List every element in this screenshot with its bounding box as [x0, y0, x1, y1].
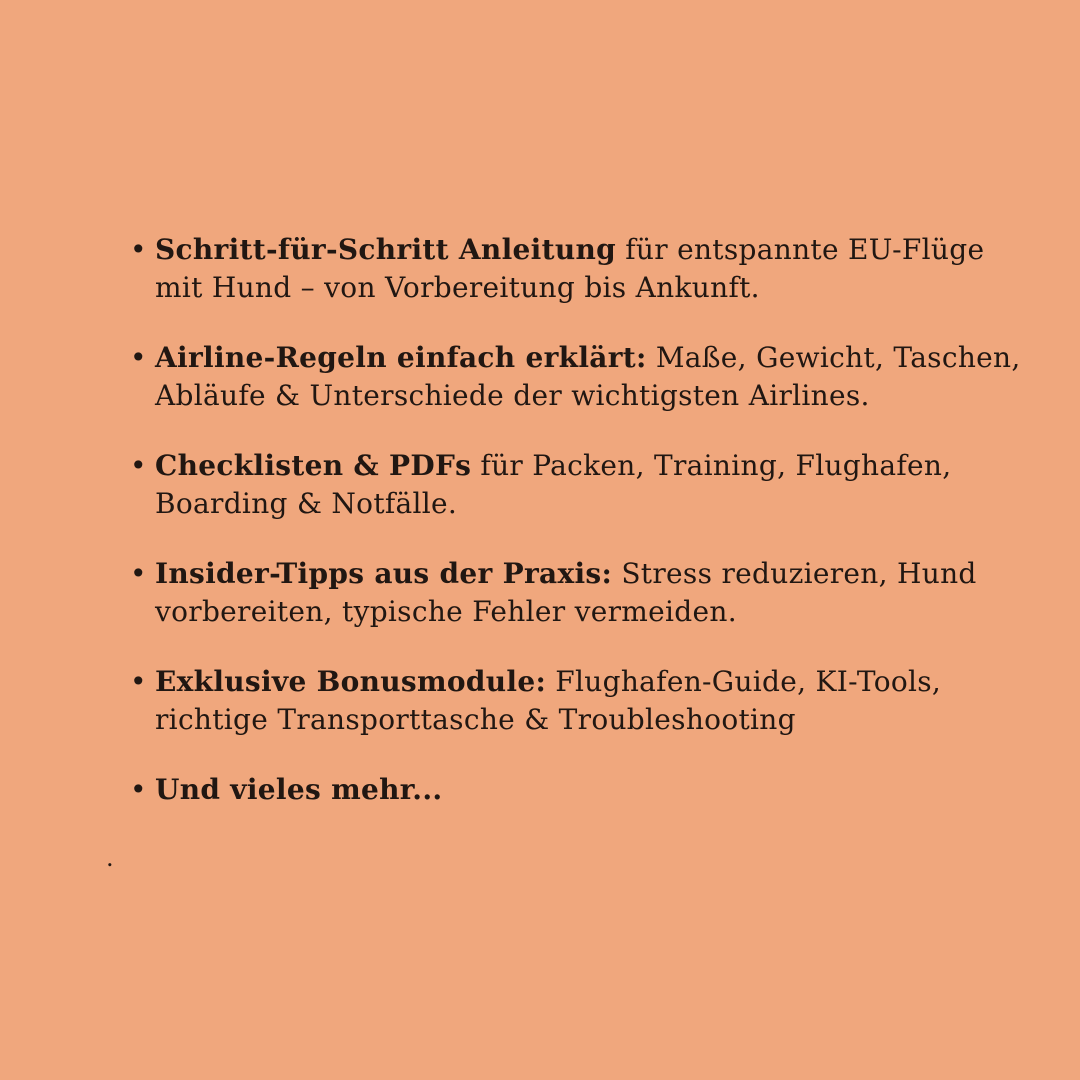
list-item-bold-lead: Checklisten & PDFs: [155, 449, 472, 482]
bullet-icon: •: [130, 557, 147, 590]
list-item-text: [155, 339, 1022, 415]
list-item-body: Maße, Gewicht, Taschen, Abläufe & Unterschiede der wichtigsten Airlines.: [155, 341, 1021, 412]
bullet-icon: •: [130, 773, 147, 806]
list-item-text: [155, 447, 1022, 523]
bullet-icon: •: [130, 233, 147, 266]
bullet-icon: •: [130, 665, 147, 698]
list-item-bold-lead: Airline-Regeln einfach erklärt:: [155, 341, 647, 374]
list-item-body: für entspannte EU-Flüge mit Hund – von Vorbereitung bis Ankunft.: [155, 233, 985, 304]
list-item: [130, 231, 1022, 307]
list-item-text: [155, 231, 1022, 307]
list-item-text: [155, 555, 1022, 631]
list-item: [130, 555, 1022, 631]
list-item-bold-lead: Und vieles mehr...: [155, 773, 443, 806]
list-item: [130, 447, 1022, 523]
bullet-icon: •: [130, 449, 147, 482]
stray-period: .: [106, 844, 114, 872]
list-item-body: Flughafen-Guide, KI-Tools, richtige Transporttasche & Troubleshooting: [155, 665, 942, 736]
list-item-text: [155, 771, 1022, 809]
list-item: [130, 339, 1022, 415]
list-item-text: [155, 663, 1022, 739]
list-item: [130, 663, 1022, 739]
feature-list: [130, 231, 1022, 841]
list-item-bold-lead: Schritt-für-Schritt Anleitung: [155, 233, 617, 266]
list-item-body: Stress reduzieren, Hund vorbereiten, typische Fehler vermeiden.: [155, 557, 977, 628]
bullet-icon: •: [130, 341, 147, 374]
list-item: [130, 771, 1022, 809]
list-item-bold-lead: Insider-Tipps aus der Praxis:: [155, 557, 613, 590]
list-item-bold-lead: Exklusive Bonusmodule:: [155, 665, 547, 698]
list-item-body: für Packen, Training, Flughafen, Boarding & Notfälle.: [155, 449, 952, 520]
